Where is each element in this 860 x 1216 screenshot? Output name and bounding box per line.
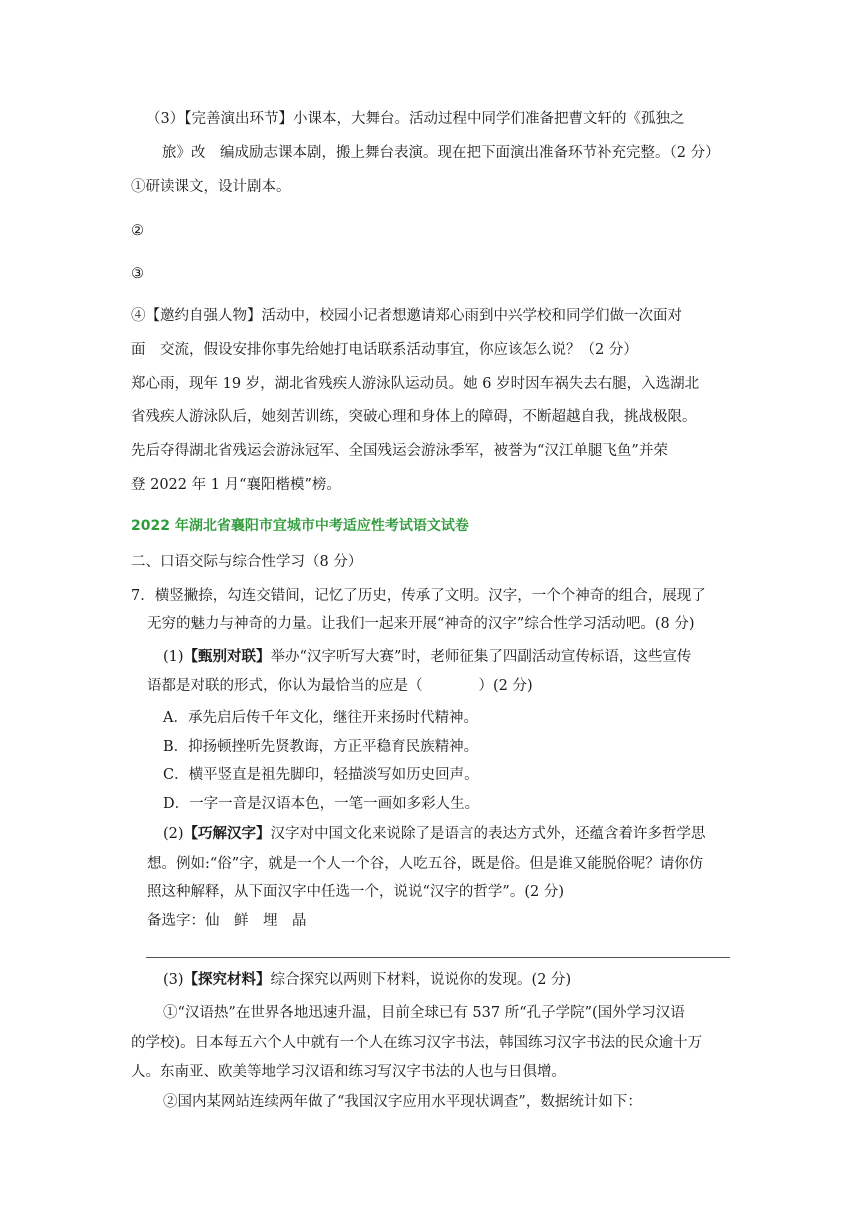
q7-sub2-line-3: 照这种解释，从下面汉字中任选一个，说说“汉字的哲学”。(2 分) <box>147 884 564 900</box>
q7-sub2-tag: 【巧解汉字】 <box>183 825 271 842</box>
q7-sub1-option-b: B．抑扬顿挫听先贤教诲，方正平稳育民族精神。 <box>163 739 479 755</box>
q4-bio-1: 郑心雨，现年 19 岁，湖北省残疾人游泳队运动员。她 6 岁时因车祸失去右腿，入选湖北 <box>131 376 700 392</box>
q3-step-2: ② <box>131 223 144 239</box>
q7-sub2-line-2: 想。例如:“俗”字，就是一个人一个谷，人吃五谷，既是俗。但是谁又能脱俗呢？请你仿 <box>147 856 704 872</box>
q3-step-1: ①研读课文，设计剧本。 <box>131 179 291 195</box>
q4-bio-3: 先后夺得湖北省残运会游泳冠军、全国残运会游泳季军，被誉为“汉江单腿飞鱼”并荣 <box>131 443 668 459</box>
q7-sub2-line-1 <box>163 827 706 842</box>
q4-line-2: 面 交流，假设安排你事先给她打电话联系活动事宜，你应该怎么说？（2 分） <box>131 342 638 358</box>
q7-sub1-text-2b: ）(2 分) <box>478 678 533 694</box>
q7-sub2-text-1: 汉字对中国文化来说除了是语言的表达方式外，还蕴含着许多哲学思 <box>270 826 706 842</box>
q7-sub1-line-2 <box>147 679 533 694</box>
section-heading: 二、口语交际与综合性学习（8 分） <box>131 554 363 570</box>
q7-material-1-line-2: 的学校)。日本每五六个人中就有一个人在练习汉字书法，韩国练习汉字书法的民众逾十万 <box>131 1035 703 1051</box>
q7-sub1-tag: 【甄别对联】 <box>183 648 271 665</box>
q4-bio-4: 登 2022 年 1 月“襄阳楷模”榜。 <box>131 477 341 493</box>
q7-sub1-text-2a: 语都是对联的形式，你认为最恰当的应是（ <box>147 678 423 694</box>
q3-step-3: ③ <box>131 266 144 282</box>
q7-sub3-tag: 【探究材料】 <box>183 971 271 988</box>
q4-bio-2: 省残疾人游泳队后，她刻苦训练，突破心理和身体上的障碍，不断超越自我，挑战极限。 <box>131 409 697 425</box>
q7-sub1-option-d: D．一字一音是汉语本色，一笔一画如多彩人生。 <box>163 796 480 812</box>
q7-sub2-number: (2) <box>163 826 184 842</box>
divider-line <box>146 957 730 958</box>
q7-material-1-line-3: 人。东南亚、欧美等地学习汉语和练习写汉字书法的人也与日俱增。 <box>131 1064 566 1080</box>
q3-line-2: 旅》改 编成励志课本剧，搬上舞台表演。现在把下面演出准备环节补充完整。（2 分） <box>162 145 720 161</box>
q7-intro-line-2: 无穷的魅力与神奇的力量。让我们一起来开展“神奇的汉字”综合性学习活动吧。(8 分) <box>147 616 695 632</box>
q3-line-1: （3）【完善演出环节】小课本，大舞台。活动过程中同学们准备把曹文轩的《孤独之 <box>146 111 685 127</box>
q7-sub1-text-1: 举办“汉字听写大赛”时，老师征集了四副活动宣传标语，这些宣传 <box>270 649 692 665</box>
q7-sub1-number: (1) <box>163 649 184 665</box>
exam-title: 2022 年湖北省襄阳市宜城市中考适应性考试语文试卷 <box>131 518 469 534</box>
q7-sub2-choices: 备选字：仙 鲜 埋 晶 <box>147 913 307 929</box>
q7-sub3-number: (3) <box>163 972 184 988</box>
q7-sub3-line-1 <box>163 973 571 988</box>
q7-sub3-text-1: 综合探究以两则下材料，说说你的发现。(2 分) <box>270 972 572 988</box>
q7-sub1-option-a: A．承先启后传千年文化，继往开来扬时代精神。 <box>163 710 478 726</box>
q7-sub1-option-c: C．横平竖直是祖先脚印，轻描淡写如历史回声。 <box>163 767 479 783</box>
q7-sub1-line-1 <box>163 650 691 665</box>
q7-intro-line-1: 7．横竖撇捺，勾连交错间，记忆了历史，传承了文明。汉字，一个个神奇的组合，展现了 <box>131 588 706 604</box>
q7-material-2-line-1: ②国内某网站连续两年做了“我国汉字应用水平现状调查”，数据统计如下： <box>163 1094 642 1110</box>
q4-line-1: ④【邀约自强人物】活动中，校园小记者想邀请郑心雨到中兴学校和同学们做一次面对 <box>131 308 682 324</box>
q7-material-1-line-1: ①“汉语热”在世界各地迅速升温，目前全球已有 537 所“孔子学院”(国外学习汉语 <box>163 1005 685 1021</box>
